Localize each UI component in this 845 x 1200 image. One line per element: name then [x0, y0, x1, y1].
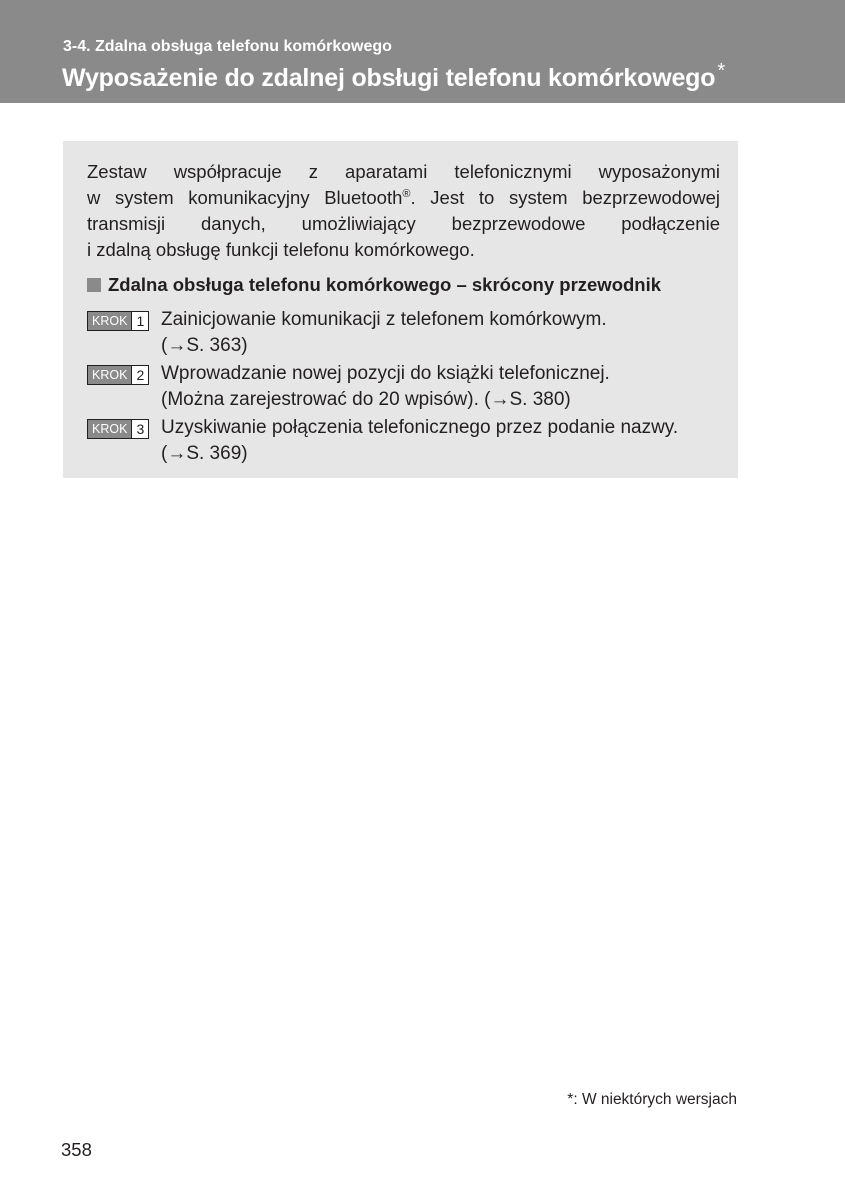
step-3-badge-number: 3 [131, 420, 148, 438]
step-1-badge-number: 1 [131, 312, 148, 330]
step-3-text [161, 415, 678, 467]
footnote-text: : W niektórych wersjach [573, 1091, 737, 1108]
intro-line-2b: . Jest to system bezprzewodowej [410, 187, 720, 208]
registered-mark: ® [402, 187, 411, 200]
intro-paragraph [87, 159, 720, 263]
section-label: 3-4. Zdalna obsługa telefonu komórkowego [63, 38, 392, 55]
guide-subheading-text: Zdalna obsługa telefonu komórkowego – skrócony przewodnik [108, 274, 662, 295]
page-number: 358 [61, 1139, 92, 1160]
page-header [0, 0, 845, 103]
step-1-page-ref: (→S. 363) [161, 335, 248, 356]
step-2-badge-number: 2 [131, 366, 148, 384]
intro-line-2a: w system komunikacyjny Bluetooth [87, 187, 403, 208]
footnote [567, 1091, 737, 1109]
intro-line-1: Zestaw współpracuje z aparatami telefonicznymi wyposażonymi [87, 161, 720, 182]
info-box [63, 141, 738, 478]
step-2-badge-word: KROK [88, 366, 131, 384]
step-1-line-1: Zainicjowanie komunikacji z telefonem komórkowym. [161, 309, 607, 330]
step-2-line-1: Wprowadzanie nowej pozycji do książki telefonicznej. [161, 363, 610, 384]
intro-line-4: i zdalną obsługę funkcji telefonu komórkowego. [87, 239, 475, 260]
intro-line-2 [87, 185, 720, 211]
step-3-badge-word: KROK [88, 420, 131, 438]
square-bullet-icon [87, 278, 101, 292]
intro-line-3: transmisji danych, umożliwiający bezprzewodowe podłączenie [87, 213, 720, 234]
step-1-badge [87, 311, 149, 331]
step-2-text [161, 361, 610, 413]
page-title [62, 60, 725, 93]
step-3-badge [87, 419, 149, 439]
step-3-page-ref: (→S. 369) [161, 443, 248, 464]
guide-subheading [87, 274, 661, 296]
title-asterisk: * [717, 60, 725, 82]
step-3-line-1: Uzyskiwanie połączenia telefonicznego przez podanie nazwy. [161, 417, 679, 438]
step-2-page-ref: (Można zarejestrować do 20 wpisów). (→S. 380) [161, 389, 571, 410]
step-1-text [161, 307, 607, 359]
step-1-badge-word: KROK [88, 312, 131, 330]
footnote-asterisk: * [567, 1091, 574, 1108]
page-title-text: Wyposażenie do zdalnej obsługi telefonu komórkowego [62, 64, 716, 92]
step-2-badge [87, 365, 149, 385]
